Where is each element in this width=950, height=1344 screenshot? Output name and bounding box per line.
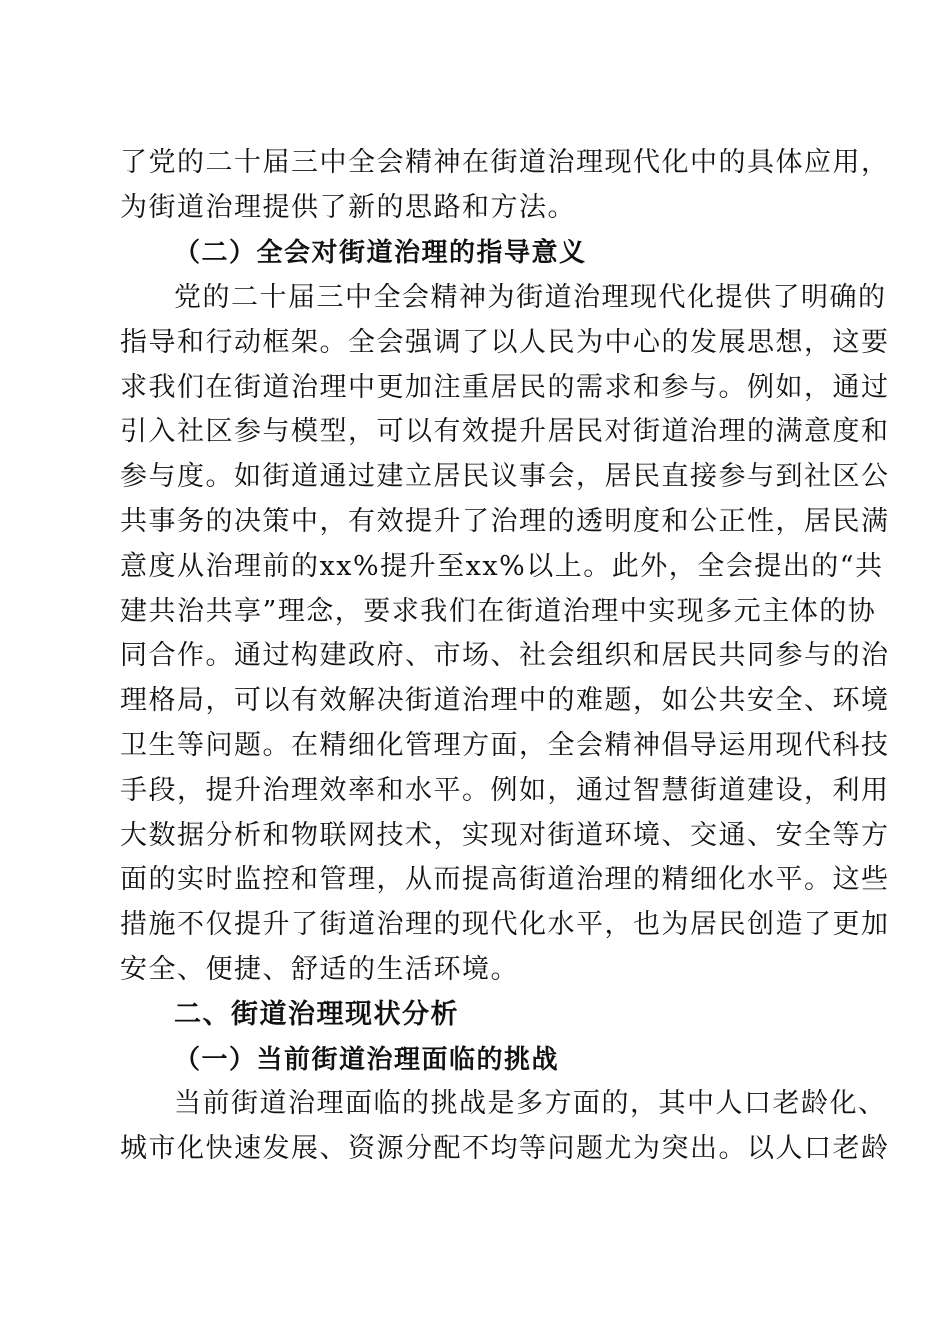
paragraph-line: 手段，提升治理效率和水平。例如，通过智慧街道建设，利用 [120, 775, 890, 806]
paragraph-line: 当前街道治理面临的挑战是多方面的，其中人口老龄化、 [174, 1088, 887, 1119]
paragraph-line: 卫生等问题。在精细化管理方面，全会精神倡导运用现代科技 [120, 730, 890, 761]
paragraph-line: 建共治共享”理念，要求我们在街道治理中实现多元主体的协 [120, 596, 877, 627]
section-subheading: （一）当前街道治理面临的挑战 [174, 1045, 560, 1075]
paragraph-line: 城市化快速发展、资源分配不均等问题尤为突出。以人口老龄 [120, 1133, 890, 1164]
paragraph-line: 求我们在街道治理中更加注重居民的需求和参与。例如，通过 [120, 372, 890, 403]
paragraph-line: 引入社区参与模型，可以有效提升居民对街道治理的满意度和 [120, 416, 890, 447]
paragraph-line: 为街道治理提供了新的思路和方法。 [120, 192, 576, 223]
paragraph-line: 参与度。如街道通过建立居民议事会，居民直接参与到社区公 [120, 461, 890, 492]
paragraph-line: 指导和行动框架。全会强调了以人民为中心的发展思想，这要 [120, 327, 890, 358]
paragraph-line: 了党的二十届三中全会精神在街道治理现代化中的具体应用， [120, 147, 890, 178]
paragraph-line: 理格局，可以有效解决街道治理中的难题，如公共安全、环境 [120, 685, 890, 716]
section-heading: 二、街道治理现状分析 [174, 999, 459, 1030]
paragraph-line: 同合作。通过构建政府、市场、社会组织和居民共同参与的治 [120, 640, 890, 671]
paragraph-line: 措施不仅提升了街道治理的现代化水平，也为居民创造了更加 [120, 909, 890, 940]
section-subheading: （二）全会对街道治理的指导意义 [174, 238, 587, 268]
paragraph-line: 大数据分析和物联网技术，实现对街道环境、交通、安全等方 [120, 820, 890, 851]
paragraph-line: 共事务的决策中，有效提升了治理的透明度和公正性，居民满 [120, 506, 890, 537]
paragraph-line: 安全、便捷、舒适的生活环境。 [120, 954, 519, 985]
paragraph-line: 党的二十届三中全会精神为街道治理现代化提供了明确的 [174, 282, 887, 313]
paragraph-line: 面的实时监控和管理，从而提高街道治理的精细化水平。这些 [120, 864, 890, 895]
paragraph-line: 意度从治理前的xx%提升至xx%以上。此外，全会提出的“共 [120, 551, 884, 582]
